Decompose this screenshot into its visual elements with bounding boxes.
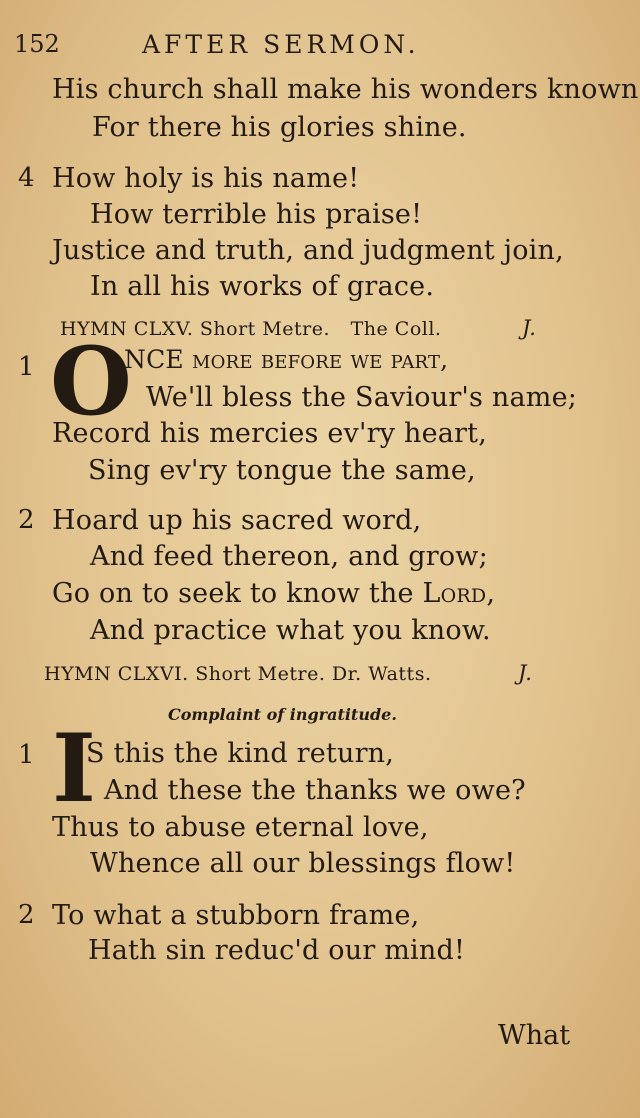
verse-line: Justice and truth, and judgment join, [52, 235, 564, 266]
verse-line: How terrible his praise! [90, 199, 423, 230]
verse-line: NCE more before we part, [124, 345, 449, 374]
lord-word: Lord, [422, 578, 496, 609]
verse-line: Go on to seek to know the Lord, [52, 578, 496, 609]
verse-line: In all his works of grace. [90, 271, 435, 302]
page-number: 152 [14, 30, 60, 58]
verse-line: How holy is his name! [52, 163, 360, 194]
verse-line: And feed thereon, and grow; [90, 541, 488, 572]
verse-number: 2 [18, 505, 35, 535]
verse-line: Whence all our blessings flow! [90, 848, 516, 879]
hymn-subtitle: Complaint of ingratitude. [168, 705, 397, 724]
hymn-source: The Coll. [350, 318, 442, 340]
verse-number: 1 [18, 352, 35, 382]
verse-line: Record his mercies ev'ry heart, [52, 418, 487, 449]
verse-line: S this the kind return, [86, 738, 395, 769]
hymn-mark: J. [518, 661, 533, 685]
verse-number: 2 [18, 900, 35, 930]
verse-line: Sing ev'ry tongue the same, [88, 455, 476, 486]
verse-line: His church shall make his wonders known [52, 74, 639, 105]
verse-line: For there his glories shine. [92, 112, 467, 143]
verse-line: And practice what you know. [90, 615, 491, 646]
hymn-title: HYMN CLXVI. Short Metre. Dr. Watts. [44, 663, 432, 685]
verse-line: To what a stubborn frame, [52, 900, 420, 931]
drop-cap: O [50, 327, 132, 437]
verse-line: Thus to abuse eternal love, [52, 812, 429, 843]
verse-line: Hath sin reduc'd our mind! [88, 935, 465, 966]
verse-number: 4 [18, 163, 35, 193]
catchword: What [498, 1020, 571, 1051]
running-head: AFTER SERMON. [142, 30, 420, 59]
drop-cap: I [52, 714, 96, 824]
hymn-title: HYMN CLXV. Short Metre. [60, 318, 331, 340]
verse-line: And these the thanks we owe? [104, 775, 526, 806]
verse-line: We'll bless the Saviour's name; [146, 382, 578, 413]
verse-number: 1 [18, 740, 35, 770]
verse-line: Hoard up his sacred word, [52, 505, 422, 536]
hymn-mark: J. [522, 316, 537, 340]
